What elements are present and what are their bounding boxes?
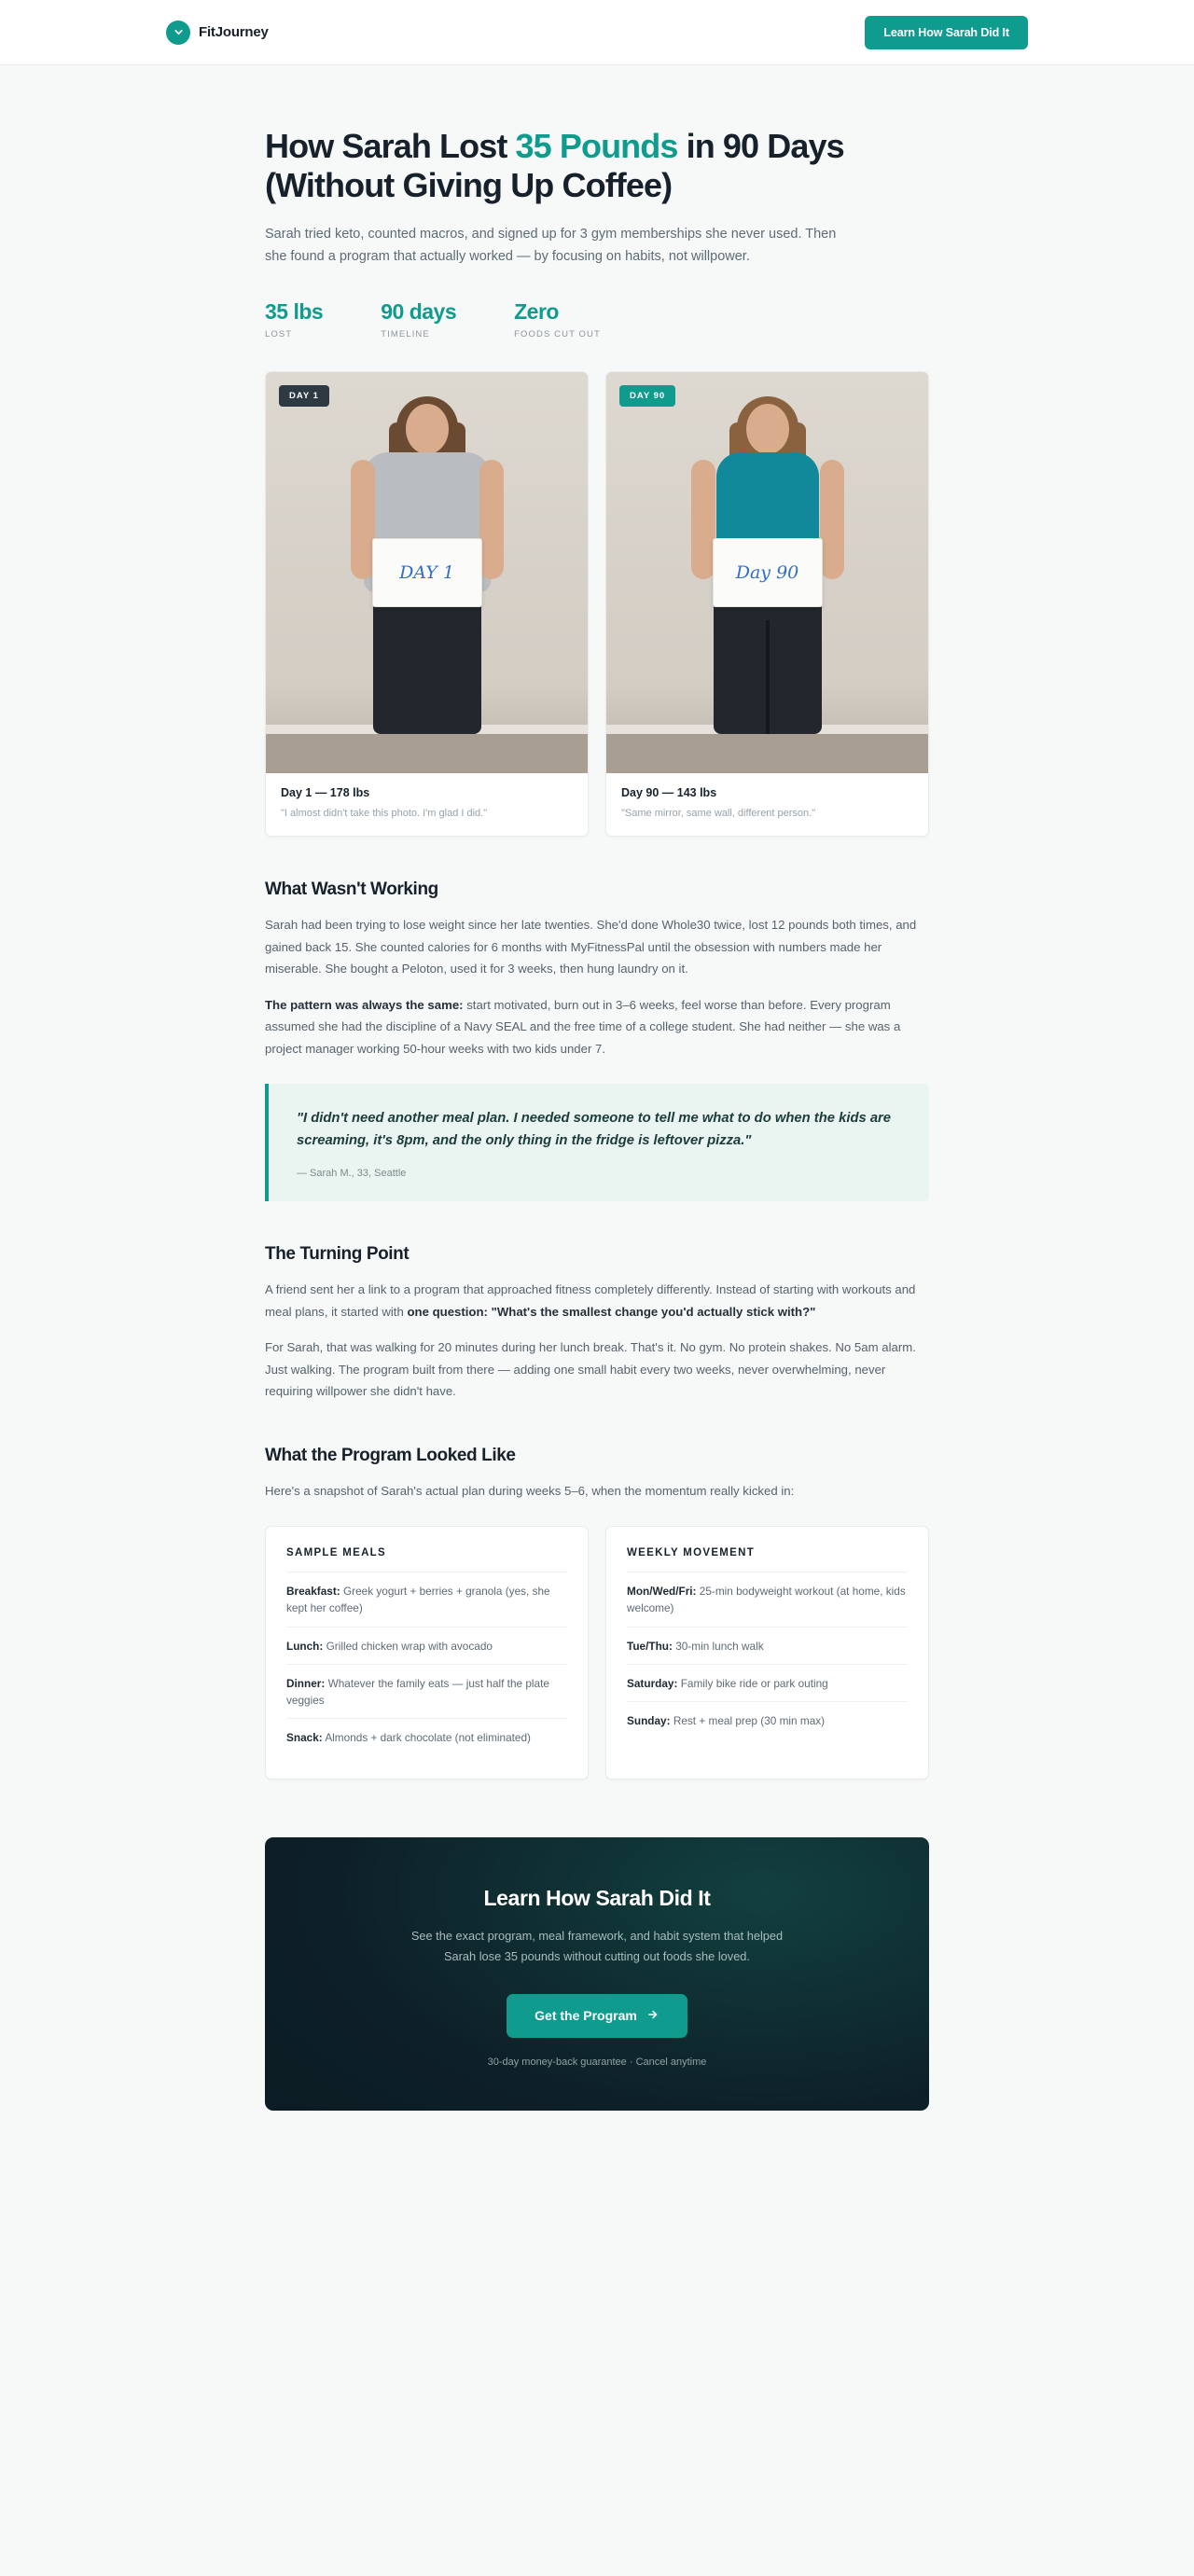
section-program-overview bbox=[265, 1446, 929, 1780]
header-cta-button[interactable]: Learn How Sarah Did It bbox=[865, 16, 1028, 49]
arm-right bbox=[479, 460, 504, 579]
plan-row-label: Sunday: bbox=[627, 1714, 671, 1728]
photo-floor bbox=[606, 734, 928, 773]
paragraph-program-intro: Here's a snapshot of Sarah's actual plan during weeks 5–6, when the momentum really kicked in: bbox=[265, 1483, 795, 1498]
plan-card-heading: SAMPLE MEALS bbox=[286, 1547, 386, 1559]
plan-row-label: Tue/Thu: bbox=[627, 1639, 673, 1653]
headline-part-2: in 90 Days (Without Giving Up Coffee) bbox=[265, 127, 844, 204]
caption-quote-day-1: "I almost didn't take this photo. I'm glad I did." bbox=[281, 807, 488, 819]
person-illustration-day-90 bbox=[670, 398, 866, 734]
plan-row bbox=[286, 1718, 567, 1755]
arm-right bbox=[820, 460, 844, 579]
plan-row bbox=[286, 1572, 567, 1627]
section-what-wasnt-working bbox=[265, 879, 929, 1201]
cta-guarantee-note: 30-day money-back guarantee · Cancel anytime bbox=[487, 2056, 707, 2068]
plan-row-text: Greek yogurt + berries + granola (yes, she kept her coffee) bbox=[286, 1585, 550, 1615]
page-title bbox=[265, 127, 899, 205]
stat-timeline-value: 90 days bbox=[381, 298, 457, 324]
paragraph-turning-point-2: For Sarah, that was walking for 20 minutes during her lunch break. That's it. No gym. No protein shakes. No 5am alarm. Just walking. The program built from there — adding one small habit every two weeks, never overwhelming, never requiring willpower she didn't have. bbox=[265, 1340, 916, 1399]
brand-name: FitJourney bbox=[199, 24, 269, 40]
plan-row-text: Almonds + dark chocolate (not eliminated) bbox=[322, 1731, 531, 1745]
plan-row-label: Saturday: bbox=[627, 1676, 678, 1690]
stat-foods-cut-label: FOODS CUT OUT bbox=[514, 328, 601, 339]
plan-row-text: Grilled chicken wrap with avocado bbox=[323, 1639, 493, 1653]
person-illustration-day-1 bbox=[329, 398, 525, 734]
badge-day-1: DAY 1 bbox=[279, 385, 329, 407]
plan-row bbox=[286, 1627, 567, 1664]
section-title-program: What the Program Looked Like bbox=[265, 1445, 516, 1465]
cta-button-label: Get the Program bbox=[535, 2008, 637, 2024]
hero-section bbox=[265, 65, 929, 339]
stat-timeline bbox=[381, 299, 456, 339]
hero-subhead: Sarah tried keto, counted macros, and signed up for 3 gym memberships she never used. Then she found a program that actually worked — by focusing on habits, not willpower. bbox=[265, 226, 837, 264]
plan-row-label: Breakfast: bbox=[286, 1585, 340, 1599]
paragraph-turning-point-1 bbox=[265, 1279, 929, 1323]
get-the-program-button[interactable] bbox=[507, 1994, 687, 2038]
caption-day-90 bbox=[606, 773, 928, 837]
paragraph-turning-point-lead: A friend sent her a link to a program that approached fitness completely differently. Instead of starting with workouts and meal plans, it started with bbox=[265, 1282, 916, 1319]
plan-card-sample-meals bbox=[265, 1526, 589, 1780]
chevron-down-circle-icon bbox=[166, 21, 190, 45]
caption-day-1 bbox=[266, 773, 588, 837]
plan-row-label: Snack: bbox=[286, 1731, 323, 1745]
site-header bbox=[0, 0, 1194, 65]
paragraph-history: Sarah had been trying to lose weight since her late twenties. She'd done Whole30 twice, lost 12 pounds both times, and gained back 15. She counted calories for 6 months with MyFitnessPal until the obsession with numbers made her miserable. She bought a Peloton, used it for 3 weeks, then hung laundry on it. bbox=[265, 918, 917, 976]
arrow-right-icon bbox=[646, 2008, 659, 2024]
head bbox=[406, 404, 449, 454]
plan-row-text: Whatever the family eats — just half the plate veggies bbox=[286, 1676, 549, 1708]
comparison-gallery bbox=[265, 371, 929, 838]
cta-title: Learn How Sarah Did It bbox=[483, 1885, 711, 1910]
stat-lost-value: 35 lbs bbox=[265, 298, 324, 324]
photo-sign-day-1: DAY 1 bbox=[372, 538, 482, 607]
plan-row bbox=[627, 1701, 908, 1738]
plan-row-text: 30-min lunch walk bbox=[672, 1639, 764, 1653]
plan-card-grid bbox=[265, 1526, 929, 1780]
plan-row-text: Family bike ride or park outing bbox=[677, 1676, 828, 1690]
comparison-card-day-1 bbox=[265, 371, 589, 838]
head bbox=[746, 404, 789, 454]
cta-subtitle: See the exact program, meal framework, and habit system that helped Sarah lose 35 pounds without cutting out foods she loved. bbox=[410, 1928, 784, 1964]
paragraph-pattern bbox=[265, 994, 929, 1060]
cta-panel bbox=[265, 1837, 929, 2111]
stat-foods-cut-value: Zero bbox=[514, 298, 559, 324]
caption-title-day-1: Day 1 — 178 lbs bbox=[281, 785, 370, 799]
photo-day-1 bbox=[266, 372, 588, 773]
plan-card-weekly-movement bbox=[605, 1526, 929, 1780]
photo-sign-day-90: Day 90 bbox=[713, 538, 823, 607]
caption-title-day-90: Day 90 — 143 lbs bbox=[621, 785, 717, 799]
headline-part-1: How Sarah Lost bbox=[265, 127, 516, 165]
pull-quote-text: "I didn't need another meal plan. I needed someone to tell me what to do when the kids are screaming, it's 8pm, and the only thing in the fridge is leftover pizza." bbox=[297, 1111, 892, 1149]
badge-day-90: DAY 90 bbox=[619, 385, 675, 407]
section-turning-point bbox=[265, 1244, 929, 1403]
stat-timeline-label: TIMELINE bbox=[381, 328, 430, 339]
paragraph-pattern-lead: The pattern was always the same: bbox=[265, 997, 464, 1012]
comparison-card-day-90 bbox=[605, 371, 929, 838]
plan-row-label: Dinner: bbox=[286, 1676, 326, 1690]
section-title-what-wasnt-working: What Wasn't Working bbox=[265, 879, 438, 900]
plan-card-heading: WEEKLY MOVEMENT bbox=[627, 1547, 756, 1559]
plan-row bbox=[286, 1664, 567, 1719]
section-title-turning-point: The Turning Point bbox=[265, 1244, 410, 1265]
headline-accent: 35 Pounds bbox=[515, 127, 678, 165]
photo-day-90 bbox=[606, 372, 928, 773]
caption-quote-day-90: "Same mirror, same wall, different person." bbox=[621, 807, 816, 819]
pull-quote-attribution: — Sarah M., 33, Seattle bbox=[297, 1168, 407, 1180]
pull-quote bbox=[265, 1084, 929, 1201]
plan-row-text: 25-min bodyweight workout (at home, kids welcome) bbox=[627, 1585, 906, 1615]
page-body bbox=[0, 65, 1194, 2185]
stats-row bbox=[265, 299, 929, 339]
plan-row-text: Rest + meal prep (30 min max) bbox=[670, 1714, 826, 1728]
brand[interactable] bbox=[166, 21, 269, 45]
plan-row bbox=[627, 1627, 908, 1664]
plan-row bbox=[627, 1664, 908, 1701]
photo-floor bbox=[266, 734, 588, 773]
plan-row bbox=[627, 1572, 908, 1627]
plan-row-label: Lunch: bbox=[286, 1639, 324, 1653]
paragraph-pattern-rest: start motivated, burn out in 3–6 weeks, feel worse than before. Every program assumed she had the discipline of a Navy SEAL and the free time of a college student. She had neither — she was a project manager working 50-hour weeks with two kids under 7. bbox=[265, 997, 901, 1056]
paragraph-turning-point-question: one question: "What's the smallest change you'd actually stick with?" bbox=[407, 1304, 816, 1319]
stat-lost-label: LOST bbox=[265, 328, 293, 339]
stat-foods-cut bbox=[514, 299, 601, 339]
plan-row-label: Mon/Wed/Fri: bbox=[627, 1585, 697, 1599]
stat-lost bbox=[265, 299, 323, 339]
